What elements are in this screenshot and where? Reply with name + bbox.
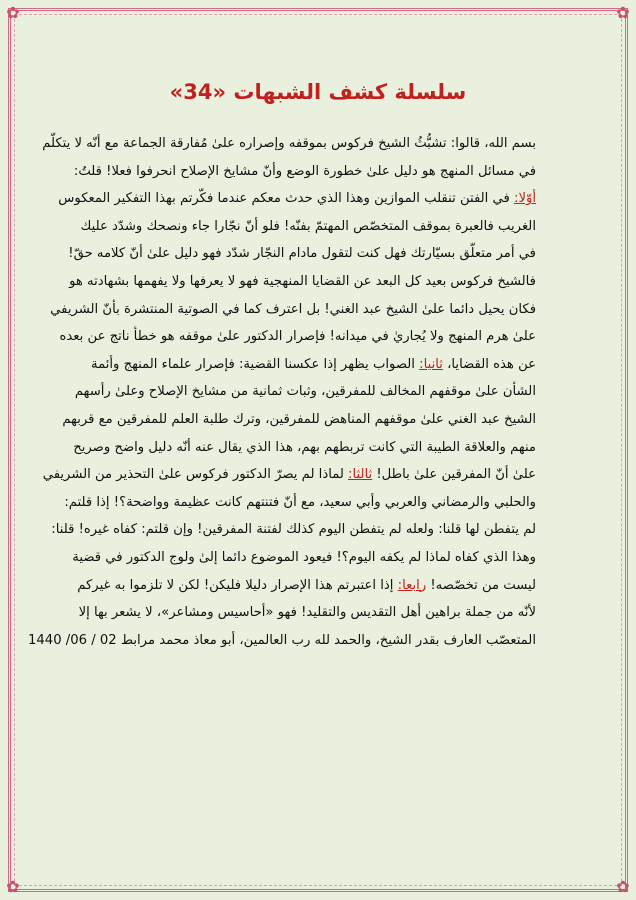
- text-segment: علىٰ أنّ المفرقين علىٰ باطل!: [372, 467, 536, 483]
- text-line: [50, 296, 536, 324]
- text-line: [42, 130, 536, 158]
- text-segment: الشأن علىٰ موقفهم المخالف للمفرقين، وثبات ثمانية من مشايخ الإصلاح وعلىٰ رأسهم: [74, 384, 536, 400]
- text-segment: في مسائل المنهج هو دليل علىٰ خطورة الوضع وأنّ مشايخ الإصلاح انحرفوا فعلا! قلتُ:: [73, 163, 536, 179]
- text-line: [77, 572, 536, 600]
- corner-ornament-icon: ✿: [616, 3, 630, 22]
- text-line: [28, 627, 536, 655]
- text-line: [78, 599, 536, 627]
- section-marker: أوّلا:: [514, 191, 536, 207]
- corner-ornament-icon: ✿: [6, 3, 20, 22]
- text-segment: منهم والعلاقة الطيبة التي كانت تربطهم بهم، هذا الذي يقال عنه أنّه دليل واضح وصريح: [73, 439, 536, 455]
- text-line: [62, 406, 536, 434]
- text-line: [64, 489, 536, 517]
- text-segment: لماذا لم يصرّ الدكتور فركوس علىٰ التحذير من الشريفي: [42, 467, 349, 483]
- text-line: [68, 240, 536, 268]
- section-marker: ثانيا:: [419, 356, 443, 372]
- text-segment: عن هذه القضايا،: [442, 356, 536, 372]
- text-segment: فالشيخ فركوس بعيد كل البعد عن القضايا المنهجية فهو لا يعرفها ولا يفهمها بشهادته هو: [69, 273, 536, 289]
- article-body: [28, 130, 536, 654]
- text-segment: علىٰ هرم المنهج ولا يُجاريٰ في ميدانه! فإصرار الدكتور علىٰ موقفه هو خطأ ناتج عن بعده: [59, 329, 536, 345]
- text-segment: المتعصّب العارف بقدر الشيخ، والحمد لله رب العالمين، أبو معاذ محمد مرابط 02 / 06/ 1440: [28, 632, 536, 648]
- text-line: [91, 351, 536, 379]
- text-line: [73, 434, 536, 462]
- text-segment: الشيخ عبد الغني علىٰ موقفهم المناهض للمفرقين، وترك طلبة العلم للمفرقين مع قربهم: [62, 411, 536, 427]
- text-segment: إذا اعتبرتم هذا الإصرار دليلا فليكن! لكن لا تلزموا به غيركم: [77, 577, 398, 593]
- text-segment: في أمر متعلّق بسيّارتك فهل كنت لتقول مادام النجّار شدّد فهو دليل علىٰ أنّ كلامه حقّ!: [68, 246, 536, 262]
- text-segment: بسم الله، قالوا: تشبُّثُ الشيخ فركوس بموقفه وإصراره علىٰ مُفارقة الجماعة مع أنّه لا يتكلّم: [42, 136, 536, 151]
- text-segment: لم يتفطن لها قلنا: ولعله لم يتفطن اليوم كذلك لفتنة المفرقين! وإن قلتم: كفاه غيره! قلنا:: [51, 522, 536, 538]
- text-line: [72, 544, 536, 572]
- corner-ornament-icon: ✿: [616, 877, 630, 896]
- page-title: سلسلة كشف الشبهات «34»: [169, 80, 467, 104]
- section-marker: رابعا:: [397, 577, 427, 593]
- text-segment: والحلبي والرمضاني والعربي وأبي سعيد، مع أنّ فتنتهم كانت عظيمة وواضحة؟! إذا قلتم:: [64, 494, 536, 510]
- text-segment: الصواب يظهر إذا عكسنا القضية: فإصرار علماء المنهج وأئمة: [91, 356, 420, 372]
- text-line: [51, 516, 536, 544]
- text-segment: الغريب فالعبرة بموقف المتخصّص المهتمّ بفنّه! فلو أنّ نجّارا جاء ونصحك وشدّد عليك: [80, 218, 536, 234]
- text-line: [74, 378, 536, 406]
- text-line: [80, 213, 536, 241]
- text-line: [59, 323, 536, 351]
- text-segment: فكان يحيل دائما علىٰ الشيخ عبد الغني! بل اعترف كما في الصوتية المنتشرة بأنّ الشريفي: [50, 301, 536, 317]
- text-segment: ليست من تخصّصه!: [426, 577, 536, 593]
- text-segment: لأنّه من جملة براهين أهل التقديس والتقليد! فهو «أحاسيس ومشاعر»، لا يشعر بها إلا: [78, 605, 536, 621]
- section-marker: ثالثا:: [348, 467, 373, 483]
- corner-ornament-icon: ✿: [6, 877, 20, 896]
- text-segment: في الفتن تنقلب الموازين وهذا الذي حدث معكم عندما فكّرتم بهذا التفكير المعكوس: [58, 191, 514, 207]
- text-segment: وهذا الذي كفاه لماذا لم يكفه اليوم؟! فيعود الموضوع دائما إلىٰ ولوج الدكتور في قضية: [72, 549, 536, 565]
- text-line: [69, 268, 536, 296]
- text-line: [73, 158, 536, 186]
- text-line: [58, 185, 536, 213]
- text-line: [42, 461, 536, 489]
